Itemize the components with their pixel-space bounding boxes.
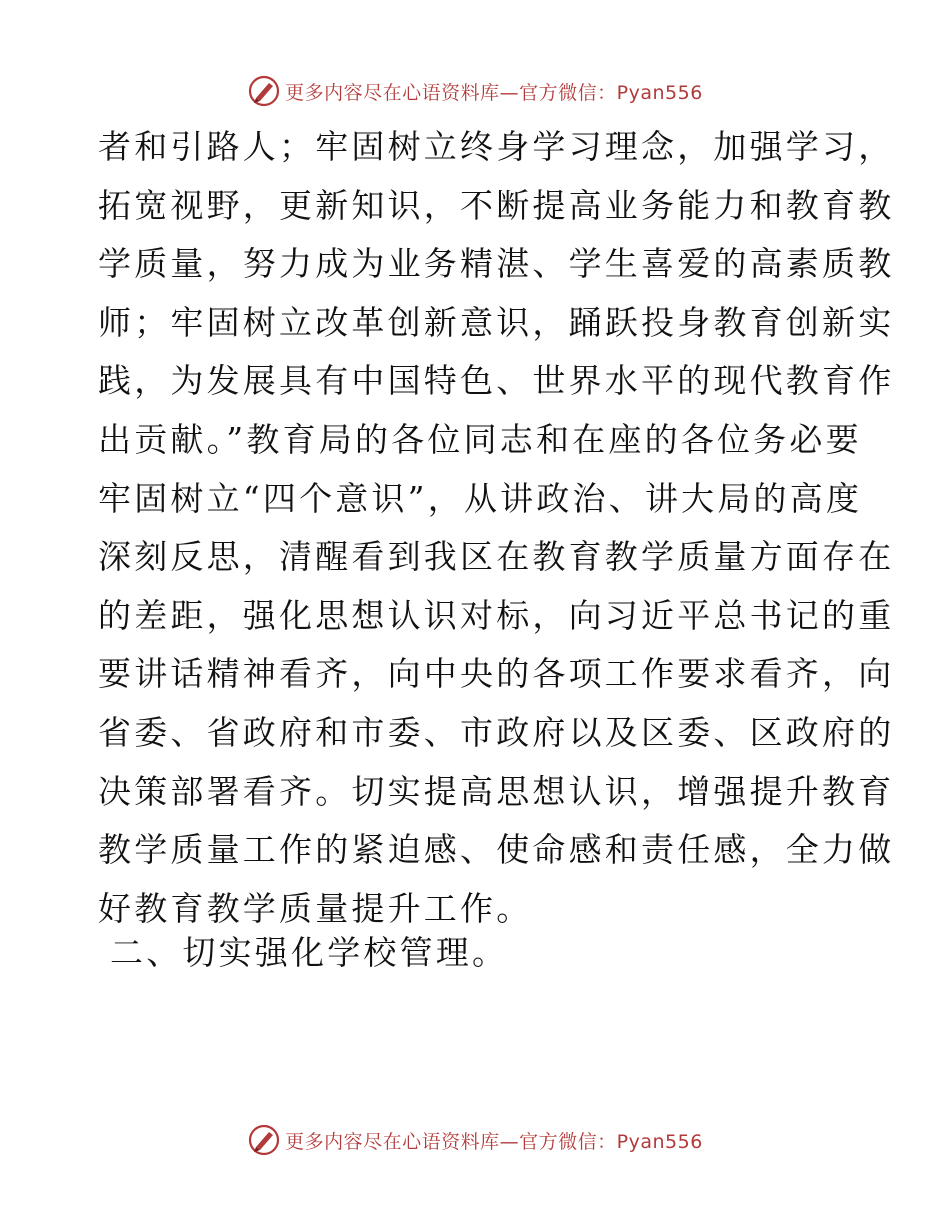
body-line: 牢固树立“四个意识”，从讲政治、讲大局的高度	[98, 478, 863, 518]
body-line: 者和引路人；牢固树立终身学习理念，加强学习，	[98, 127, 895, 166]
body-line: 决策部署看齐。切实提高思想认识，增强提升教育	[98, 771, 895, 811]
body-line: 深刻反思，清醒看到我区在教育教学质量方面存在	[98, 537, 895, 577]
body-line: 省委、省政府和市委、市政府以及区委、区政府的	[98, 712, 895, 752]
footer-banner-text: 更多内容尽在心语资料库—官方微信：Pyan556	[285, 1130, 703, 1153]
body-line: 学质量，努力成为业务精湛、学生喜爱的高素质教	[98, 244, 895, 284]
body-line: 拓宽视野，更新知识，不断提高业务能力和教育教	[98, 185, 895, 225]
header-banner	[0, 71, 950, 111]
pen-logo-icon	[247, 74, 281, 108]
body-line: 的差距，强化思想认识对标，向习近平总书记的重	[98, 595, 895, 635]
header-banner-text: 更多内容尽在心语资料库—官方微信：Pyan556	[285, 81, 703, 104]
body-line: 践，为发展具有中国特色、世界水平的现代教育作	[98, 361, 895, 401]
pen-logo-icon	[247, 1123, 281, 1157]
body-line: 要讲话精神看齐，向中央的各项工作要求看齐，向	[98, 654, 895, 694]
body-line: 师；牢固树立改革创新意识，踊跃投身教育创新实	[98, 302, 895, 342]
body-line: 出贡献。”教育局的各位同志和在座的各位务必要	[98, 419, 862, 459]
document-body	[98, 118, 895, 938]
section-heading: 二、切实强化学校管理。	[110, 933, 509, 972]
body-line: 好教育教学质量提升工作。	[98, 888, 533, 928]
body-line: 教学质量工作的紧迫感、使命感和责任感，全力做	[98, 830, 895, 870]
footer-banner	[0, 1120, 950, 1160]
